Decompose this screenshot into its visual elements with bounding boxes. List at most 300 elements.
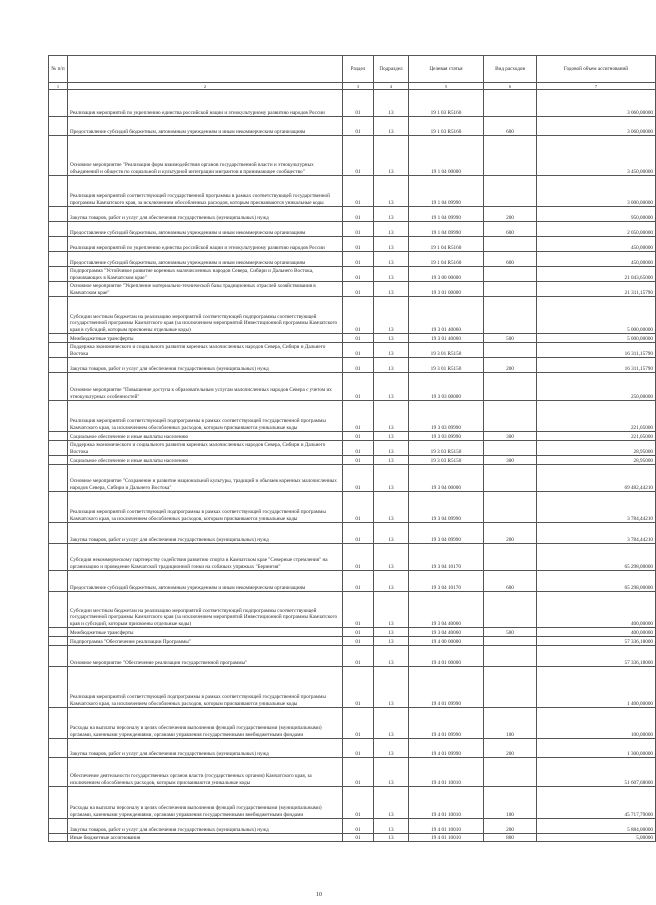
expense-type-code xyxy=(484,282,537,297)
subsection-code: 13 xyxy=(374,628,409,637)
row-index xyxy=(49,136,68,176)
allocation-value: 1 400,00000 xyxy=(537,667,656,708)
target-article-code: 19 4 00 00000 xyxy=(409,637,484,646)
target-article-code: 19 1 04 00000 xyxy=(409,136,484,176)
subsection-code: 13 xyxy=(374,492,409,523)
table-row xyxy=(49,252,656,267)
expense-name: Предоставление субсидий бюджетным, автономным учреждениям и иным некоммерческим организациям xyxy=(68,571,343,592)
expense-name: Подпрограмма "Устойчивое развитие коренных малочисленных народов Севера, Сибири и Дальнего Востока, проживающих в Камчатском крае" xyxy=(68,267,343,282)
section-code: 01 xyxy=(343,334,374,343)
table-row xyxy=(49,492,656,523)
row-index xyxy=(49,465,68,492)
target-article-code: 19 1 04 R5160 xyxy=(409,252,484,267)
subsection-code: 13 xyxy=(374,708,409,739)
row-index xyxy=(49,401,68,432)
expense-name: Иные бюджетные ассигнования xyxy=(68,834,343,842)
expense-name: Закупка товаров, работ и услуг для обеспечения государственных (муниципальных) нужд xyxy=(68,819,343,834)
expense-type-code: 800 xyxy=(484,834,537,842)
row-index xyxy=(49,282,68,297)
expense-type-code xyxy=(484,646,537,667)
expense-name: Закупка товаров, работ и услуг для обеспечения государственных (муниципальных) нужд xyxy=(68,207,343,222)
allocation-value: 57 336,18000 xyxy=(537,646,656,667)
target-article-code: 19 3 03 R5150 xyxy=(409,456,484,465)
expense-name: Реализация мероприятий по укреплению единства российской нации и этнокультурному развитию народов России xyxy=(68,237,343,252)
expense-name: Основное мероприятие "Сохранение и развитие национальной культуры, традиций и обычаев коренных малочисленных народов Севера, Сибири и Дальнего Востока" xyxy=(68,465,343,492)
section-code: 01 xyxy=(343,343,374,358)
row-index xyxy=(49,222,68,237)
allocation-value: 51 607,68000 xyxy=(537,758,656,787)
target-article-code: 19 3 04 09990 xyxy=(409,523,484,544)
row-index xyxy=(49,441,68,456)
target-article-code: 19 3 03 00000 xyxy=(409,373,484,401)
section-code: 01 xyxy=(343,136,374,176)
expense-name: Обеспечение деятельности государственных органов власти (государственных органов) Камчатского края, за исключением обособленных расходов, которым присваиваются уникальные коды xyxy=(68,758,343,787)
table-row xyxy=(49,267,656,282)
expense-type-code: 100 xyxy=(484,708,537,739)
table-row xyxy=(49,373,656,401)
section-code: 01 xyxy=(343,117,374,136)
allocation-value: 100,00000 xyxy=(537,708,656,739)
target-article-code: 19 4 01 00000 xyxy=(409,646,484,667)
subsection-code: 13 xyxy=(374,176,409,207)
target-article-code: 19 3 04 40060 xyxy=(409,628,484,637)
table-row xyxy=(49,523,656,544)
section-code: 01 xyxy=(343,373,374,401)
subsection-code: 13 xyxy=(374,571,409,592)
expense-name: Реализация мероприятий по укреплению единства российской нации и этнокультурному развитию народов России xyxy=(68,90,343,117)
table-body xyxy=(49,90,656,842)
row-index xyxy=(49,739,68,758)
table-row xyxy=(49,282,656,297)
row-index xyxy=(49,708,68,739)
section-code: 01 xyxy=(343,222,374,237)
subsection-code: 13 xyxy=(374,90,409,117)
table-row xyxy=(49,117,656,136)
column-number-row xyxy=(49,83,656,90)
expense-type-code: 200 xyxy=(484,358,537,373)
row-index xyxy=(49,373,68,401)
row-index xyxy=(49,334,68,343)
table-row xyxy=(49,90,656,117)
section-code: 01 xyxy=(343,834,374,842)
expense-type-code: 200 xyxy=(484,739,537,758)
expense-type-code xyxy=(484,465,537,492)
expense-name: Реализация мероприятий соответствующей подпрограммы в рамках соответствующей государственной программы Камчатского края, за исключением обособленных расходов, которым присваиваются уникальные коды xyxy=(68,401,343,432)
section-code: 01 xyxy=(343,297,374,334)
row-index xyxy=(49,571,68,592)
allocation-value: 3 060,00000 xyxy=(537,117,656,136)
expense-type-code: 600 xyxy=(484,222,537,237)
expense-type-code: 600 xyxy=(484,117,537,136)
allocation-value: 3 784,44210 xyxy=(537,492,656,523)
expense-name: Предоставление субсидий бюджетным, автономным учреждениям и иным некоммерческим организациям xyxy=(68,222,343,237)
row-index xyxy=(49,667,68,708)
expense-name: Основное мероприятие "Реализация форм взаимодействия органов государственной власти и этнокультурных объединений и обществ по социальной и культурной интеграции мигрантов в принимающее сообщество" xyxy=(68,136,343,176)
allocation-value: 5 884,00000 xyxy=(537,819,656,834)
subsection-code: 13 xyxy=(374,456,409,465)
subsection-code: 13 xyxy=(374,667,409,708)
budget-table xyxy=(48,55,656,842)
allocation-value: 400,00000 xyxy=(537,628,656,637)
allocation-value: 221,05000 xyxy=(537,401,656,432)
header-subsection: Подраздел xyxy=(374,56,409,83)
subsection-code: 13 xyxy=(374,222,409,237)
allocation-value: 250,00000 xyxy=(537,373,656,401)
table-row xyxy=(49,456,656,465)
target-article-code: 19 3 01 R5150 xyxy=(409,343,484,358)
table-row xyxy=(49,544,656,571)
allocation-value: 28,95000 xyxy=(537,456,656,465)
expense-type-code xyxy=(484,373,537,401)
expense-name: Предоставление субсидий бюджетным, автономным учреждениям и иным некоммерческим организациям xyxy=(68,252,343,267)
section-code: 01 xyxy=(343,523,374,544)
subsection-code: 13 xyxy=(374,787,409,819)
column-number: 2 xyxy=(68,83,343,90)
target-article-code: 19 3 01 R5150 xyxy=(409,358,484,373)
section-code: 01 xyxy=(343,758,374,787)
row-index xyxy=(49,819,68,834)
expense-name: Поддержка экономического и социального развития коренных малочисленных народов Севера, Сибири и Дальнего Востока xyxy=(68,343,343,358)
expense-name: Подпрограмма "Обеспечение реализации Программы" xyxy=(68,637,343,646)
row-index xyxy=(49,456,68,465)
table-row xyxy=(49,401,656,432)
table-row xyxy=(49,758,656,787)
allocation-value: 3 784,44210 xyxy=(537,523,656,544)
table-row xyxy=(49,358,656,373)
expense-name: Субсидии местным бюджетам на реализацию мероприятий соответствующей подпрограммы соответствующей государственной программы Камчатского края (за исключением мероприятий Инвестиционной программы Камчатского края и субсидий, которым присвоены отдельные коды) xyxy=(68,592,343,628)
row-index xyxy=(49,646,68,667)
target-article-code: 19 1 04 09990 xyxy=(409,176,484,207)
row-index xyxy=(49,523,68,544)
expense-type-code xyxy=(484,441,537,456)
expense-name: Закупка товаров, работ и услуг для обеспечения государственных (муниципальных) нужд xyxy=(68,739,343,758)
expense-type-code: 200 xyxy=(484,207,537,222)
target-article-code: 19 3 04 09990 xyxy=(409,492,484,523)
row-index xyxy=(49,492,68,523)
section-code: 01 xyxy=(343,456,374,465)
row-index xyxy=(49,637,68,646)
subsection-code: 13 xyxy=(374,592,409,628)
expense-name: Расходы на выплаты персоналу в целях обеспечения выполнения функций государственными (муниципальными) органами, казенными учреждениями, органами управления государственными внебюджетными фондами xyxy=(68,708,343,739)
allocation-value: 5 000,00000 xyxy=(537,334,656,343)
table-row xyxy=(49,176,656,207)
subsection-code: 13 xyxy=(374,637,409,646)
column-number: 7 xyxy=(537,83,656,90)
target-article-code: 19 1 03 R5160 xyxy=(409,117,484,136)
target-article-code: 19 1 04 R5160 xyxy=(409,237,484,252)
section-code: 01 xyxy=(343,358,374,373)
subsection-code: 13 xyxy=(374,373,409,401)
row-index xyxy=(49,758,68,787)
expense-type-code xyxy=(484,492,537,523)
section-code: 01 xyxy=(343,708,374,739)
section-code: 01 xyxy=(343,207,374,222)
row-index xyxy=(49,592,68,628)
expense-type-code xyxy=(484,297,537,334)
expense-type-code: 200 xyxy=(484,819,537,834)
section-code: 01 xyxy=(343,646,374,667)
section-code: 01 xyxy=(343,176,374,207)
header-section: Раздел xyxy=(343,56,374,83)
expense-name: Основное мероприятие "Повышение доступа к образовательным услугам малочисленных народов Севера с учетом их этнокультурных особенностей" xyxy=(68,373,343,401)
target-article-code: 19 3 04 40060 xyxy=(409,592,484,628)
section-code: 01 xyxy=(343,667,374,708)
expense-type-code xyxy=(484,401,537,432)
target-article-code: 19 4 01 10010 xyxy=(409,819,484,834)
table-row xyxy=(49,787,656,819)
row-index xyxy=(49,787,68,819)
allocation-value: 57 336,18000 xyxy=(537,637,656,646)
table-row xyxy=(49,667,656,708)
allocation-value: 450,00000 xyxy=(537,237,656,252)
target-article-code: 19 3 01 00000 xyxy=(409,282,484,297)
subsection-code: 13 xyxy=(374,819,409,834)
subsection-code: 13 xyxy=(374,432,409,441)
table-row xyxy=(49,834,656,842)
target-article-code: 19 3 03 R5150 xyxy=(409,441,484,456)
allocation-value: 450,00000 xyxy=(537,252,656,267)
section-code: 01 xyxy=(343,628,374,637)
allocation-value: 5 000,00000 xyxy=(537,297,656,334)
expense-name: Социальное обеспечение и иные выплаты населению xyxy=(68,432,343,441)
expense-name: Межбюджетные трансферты xyxy=(68,334,343,343)
expense-name: Основное мероприятие "Обеспечение реализации государственной программы" xyxy=(68,646,343,667)
target-article-code: 19 4 01 10010 xyxy=(409,787,484,819)
target-article-code: 19 3 03 09990 xyxy=(409,401,484,432)
column-number: 1 xyxy=(49,83,68,90)
target-article-code: 19 3 01 40060 xyxy=(409,334,484,343)
subsection-code: 13 xyxy=(374,334,409,343)
header-name xyxy=(68,56,343,83)
row-index xyxy=(49,207,68,222)
subsection-code: 13 xyxy=(374,117,409,136)
subsection-code: 13 xyxy=(374,834,409,842)
target-article-code: 19 3 04 10170 xyxy=(409,544,484,571)
expense-type-code xyxy=(484,343,537,358)
target-article-code: 19 4 01 09990 xyxy=(409,667,484,708)
allocation-value: 221,05000 xyxy=(537,432,656,441)
expense-type-code xyxy=(484,267,537,282)
expense-name: Основное мероприятие "Укрепление материально-технической базы традиционных отраслей хозяйствования в Камчатском крае" xyxy=(68,282,343,297)
section-code: 01 xyxy=(343,637,374,646)
expense-name: Субсидия некоммерческому партнерству содействия развитию спорта в Камчатском крае "Северные стремления" на организацию и проведение Камчатской традиционной гонки на собачьих упряжках "Берингия" xyxy=(68,544,343,571)
expense-type-code: 300 xyxy=(484,456,537,465)
header-number: № п/п xyxy=(49,56,68,83)
subsection-code: 13 xyxy=(374,136,409,176)
subsection-code: 13 xyxy=(374,465,409,492)
row-index xyxy=(49,834,68,842)
row-index xyxy=(49,432,68,441)
table-row xyxy=(49,222,656,237)
subsection-code: 13 xyxy=(374,739,409,758)
row-index xyxy=(49,544,68,571)
section-code: 01 xyxy=(343,432,374,441)
expense-name: Реализация мероприятий соответствующей подпрограммы в рамках соответствующей государственной программы Камчатского края, за исключением обособленных расходов, которым присваиваются уникальные коды xyxy=(68,492,343,523)
expense-name: Закупка товаров, работ и услуг для обеспечения государственных (муниципальных) нужд xyxy=(68,358,343,373)
target-article-code: 19 3 01 40060 xyxy=(409,297,484,334)
document-page xyxy=(48,55,653,842)
section-code: 01 xyxy=(343,739,374,758)
allocation-value: 5,00000 xyxy=(537,834,656,842)
target-article-code: 19 3 04 00000 xyxy=(409,465,484,492)
expense-type-code xyxy=(484,637,537,646)
subsection-code: 13 xyxy=(374,252,409,267)
section-code: 01 xyxy=(343,237,374,252)
table-row xyxy=(49,441,656,456)
row-index xyxy=(49,90,68,117)
row-index xyxy=(49,297,68,334)
header-expense-type: Вид расходов xyxy=(484,56,537,83)
expense-name: Субсидии местным бюджетам на реализацию мероприятий соответствующей подпрограммы соответствующей государственной программы Камчатского края (за исключением мероприятий Инвестиционной программы Камчатского края в субсидий, которым присвоены отдельные коды) xyxy=(68,297,343,334)
table-row xyxy=(49,465,656,492)
subsection-code: 13 xyxy=(374,267,409,282)
row-index xyxy=(49,237,68,252)
expense-type-code: 500 xyxy=(484,334,537,343)
column-number: 6 xyxy=(484,83,537,90)
column-number: 3 xyxy=(343,83,374,90)
subsection-code: 13 xyxy=(374,544,409,571)
expense-name: Социальное обеспечение и иные выплаты населению xyxy=(68,456,343,465)
subsection-code: 13 xyxy=(374,358,409,373)
expense-type-code xyxy=(484,176,537,207)
target-article-code: 19 3 04 10170 xyxy=(409,571,484,592)
table-row xyxy=(49,708,656,739)
allocation-value: 3 060,00000 xyxy=(537,90,656,117)
section-code: 01 xyxy=(343,819,374,834)
table-row xyxy=(49,592,656,628)
allocation-value: 950,00000 xyxy=(537,207,656,222)
table-row xyxy=(49,207,656,222)
allocation-value: 45 717,79000 xyxy=(537,787,656,819)
table-row xyxy=(49,637,656,646)
expense-type-code xyxy=(484,544,537,571)
subsection-code: 13 xyxy=(374,237,409,252)
expense-type-code: 500 xyxy=(484,628,537,637)
subsection-code: 13 xyxy=(374,343,409,358)
section-code: 01 xyxy=(343,267,374,282)
expense-name: Реализация мероприятий соответствующей государственной программы в рамках соответствующей государственной программы Камчатского края, за исключением обособленных расходов, которым присваиваются уникальные коды xyxy=(68,176,343,207)
expense-name: Расходы на выплаты персоналу в целях обеспечения выполнения функций государственными (муниципальными) органами, казенными учреждениями, органами управления государственными внебюджетными фондами xyxy=(68,787,343,819)
row-index xyxy=(49,628,68,637)
target-article-code: 19 1 04 09990 xyxy=(409,207,484,222)
allocation-value: 65 298,00000 xyxy=(537,544,656,571)
table-row xyxy=(49,237,656,252)
table-header-row xyxy=(49,56,656,83)
section-code: 01 xyxy=(343,401,374,432)
target-article-code: 19 4 01 09990 xyxy=(409,708,484,739)
expense-type-code xyxy=(484,90,537,117)
expense-type-code xyxy=(484,667,537,708)
allocation-value: 28,95000 xyxy=(537,441,656,456)
column-number: 5 xyxy=(409,83,484,90)
expense-type-code: 600 xyxy=(484,571,537,592)
section-code: 01 xyxy=(343,90,374,117)
expense-type-code xyxy=(484,237,537,252)
expense-type-code: 600 xyxy=(484,252,537,267)
table-row xyxy=(49,819,656,834)
allocation-value: 3 450,00000 xyxy=(537,136,656,176)
row-index xyxy=(49,176,68,207)
table-row xyxy=(49,297,656,334)
section-code: 01 xyxy=(343,492,374,523)
subsection-code: 13 xyxy=(374,646,409,667)
allocation-value: 16 311,15790 xyxy=(537,358,656,373)
expense-name: Межбюджетные трансферты xyxy=(68,628,343,637)
row-index xyxy=(49,117,68,136)
header-annual-volume: Годовой объем ассигнований xyxy=(537,56,656,83)
allocation-value: 400,00000 xyxy=(537,592,656,628)
expense-type-code: 100 xyxy=(484,787,537,819)
section-code: 01 xyxy=(343,252,374,267)
target-article-code: 19 4 01 10010 xyxy=(409,834,484,842)
page-number: 10 xyxy=(316,892,322,898)
allocation-value: 21 311,15790 xyxy=(537,282,656,297)
section-code: 01 xyxy=(343,465,374,492)
target-article-code: 19 3 00 00000 xyxy=(409,267,484,282)
allocation-value: 1 300,00000 xyxy=(537,739,656,758)
subsection-code: 13 xyxy=(374,282,409,297)
expense-type-code xyxy=(484,758,537,787)
column-number: 4 xyxy=(374,83,409,90)
row-index xyxy=(49,358,68,373)
allocation-value: 65 298,00000 xyxy=(537,571,656,592)
subsection-code: 13 xyxy=(374,401,409,432)
row-index xyxy=(49,343,68,358)
subsection-code: 13 xyxy=(374,523,409,544)
row-index xyxy=(49,252,68,267)
section-code: 01 xyxy=(343,544,374,571)
expense-type-code: 200 xyxy=(484,523,537,544)
allocation-value: 21 043,65000 xyxy=(537,267,656,282)
table-row xyxy=(49,628,656,637)
target-article-code: 19 3 03 09990 xyxy=(409,432,484,441)
expense-name: Реализация мероприятий соответствующей подпрограммы в рамках соответствующей государственной программы Камчатского края, за исключением обособленных расходов, которым присваиваются уникальные коды xyxy=(68,667,343,708)
subsection-code: 13 xyxy=(374,297,409,334)
target-article-code: 19 1 03 R5160 xyxy=(409,90,484,117)
expense-name: Закупка товаров, работ и услуг для обеспечения государственных (муниципальных) нужд xyxy=(68,523,343,544)
section-code: 01 xyxy=(343,787,374,819)
allocation-value: 16 311,15790 xyxy=(537,343,656,358)
header-target-article: Целевая статья xyxy=(409,56,484,83)
expense-name: Предоставление субсидий бюджетным, автономным учреждениям и иным некоммерческим организациям xyxy=(68,117,343,136)
expense-type-code xyxy=(484,592,537,628)
subsection-code: 13 xyxy=(374,207,409,222)
target-article-code: 19 1 04 09990 xyxy=(409,222,484,237)
allocation-value: 3 000,00000 xyxy=(537,176,656,207)
section-code: 01 xyxy=(343,592,374,628)
target-article-code: 19 4 01 09990 xyxy=(409,739,484,758)
expense-type-code xyxy=(484,136,537,176)
allocation-value: 69 482,44210 xyxy=(537,465,656,492)
expense-name: Поддержка экономического и социального развития коренных малочисленных народов Севера, Сибири и Дальнего Востока xyxy=(68,441,343,456)
subsection-code: 13 xyxy=(374,441,409,456)
section-code: 01 xyxy=(343,571,374,592)
section-code: 01 xyxy=(343,282,374,297)
allocation-value: 2 050,00000 xyxy=(537,222,656,237)
table-row xyxy=(49,739,656,758)
table-row xyxy=(49,646,656,667)
expense-type-code: 300 xyxy=(484,432,537,441)
subsection-code: 13 xyxy=(374,758,409,787)
table-row xyxy=(49,136,656,176)
table-row xyxy=(49,334,656,343)
section-code: 01 xyxy=(343,441,374,456)
table-row xyxy=(49,343,656,358)
table-row xyxy=(49,432,656,441)
target-article-code: 19 4 01 10010 xyxy=(409,758,484,787)
table-row xyxy=(49,571,656,592)
row-index xyxy=(49,267,68,282)
